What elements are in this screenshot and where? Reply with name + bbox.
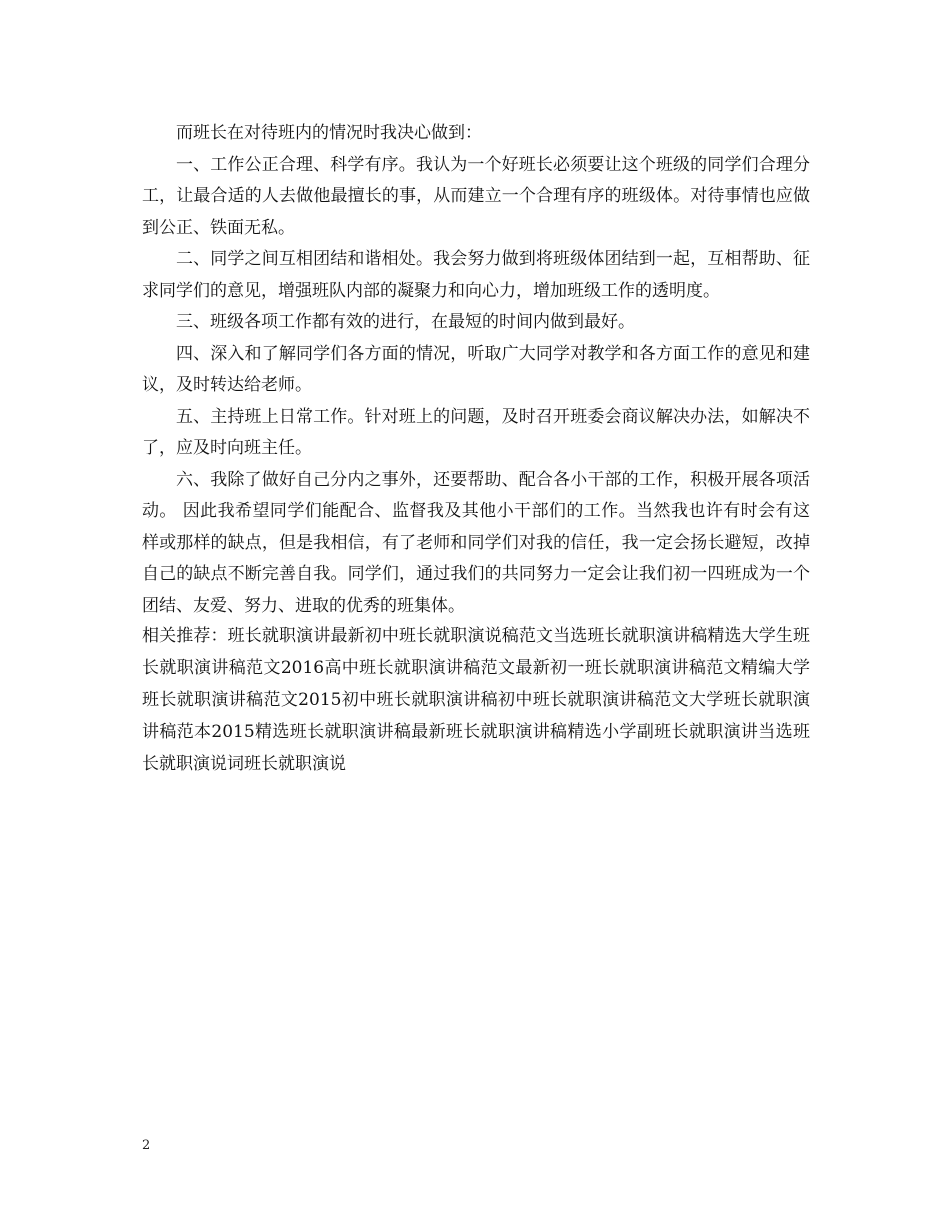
- page-number: 2: [142, 1138, 151, 1153]
- paragraph-point-1: 一、工作公正合理、科学有序。我认为一个好班长必须要让这个班级的同学们合理分工，让最合适的人去做他最擅长的事，从而建立一个合理有序的班级体。对待事情也应做到公正、铁面无私。: [142, 154, 810, 238]
- paragraph-point-4: 四、深入和了解同学们各方面的情况，听取广大同学对教学和各方面工作的意见和建议，及时转达给老师。: [142, 343, 810, 395]
- related-recommendations: 相关推荐：班长就职演讲最新初中班长就职演说稿范文当选班长就职演讲稿精选大学生班长就职演讲稿范文2016高中班长就职演讲稿范文最新初一班长就职演讲稿范文精编大学班长就职演讲稿范文2015初中班长就职演讲稿初中班长就职演讲稿范文大学班长就职演讲稿范本2015精选班长就职演讲稿最新班长就职演讲稿精选小学副班长就职演讲当选班长就职演说词班长就职演说: [142, 626, 810, 774]
- paragraph-point-6: 六、我除了做好自己分内之事外，还要帮助、配合各小干部的工作，积极开展各项活动。 因此我希望同学们能配合、监督我及其他小干部们的工作。当然我也许有时会有这样或那样的缺点，但是我相信，有了老师和同学们对我的信任，我一定会扬长避短，改掉自己的缺点不断完善自我。同学们，通过我们的共同努力一定会让我们初一四班成为一个团结、友爱、努力、进取的优秀的班集体。: [142, 469, 810, 616]
- document-body: [142, 118, 810, 780]
- paragraph-point-3: 三、班级各项工作都有效的进行，在最短的时间内做到最好。: [176, 312, 635, 332]
- paragraph-point-5: 五、主持班上日常工作。针对班上的问题，及时召开班委会商议解决办法，如解决不了，应及时向班主任。: [142, 406, 810, 458]
- paragraph-point-2: 二、同学之间互相团结和谐相处。我会努力做到将班级体团结到一起，互相帮助、征求同学们的意见，增强班队内部的凝聚力和向心力，增加班级工作的透明度。: [142, 249, 810, 301]
- paragraph-intro: 而班长在对待班内的情况时我决心做到：: [176, 123, 482, 143]
